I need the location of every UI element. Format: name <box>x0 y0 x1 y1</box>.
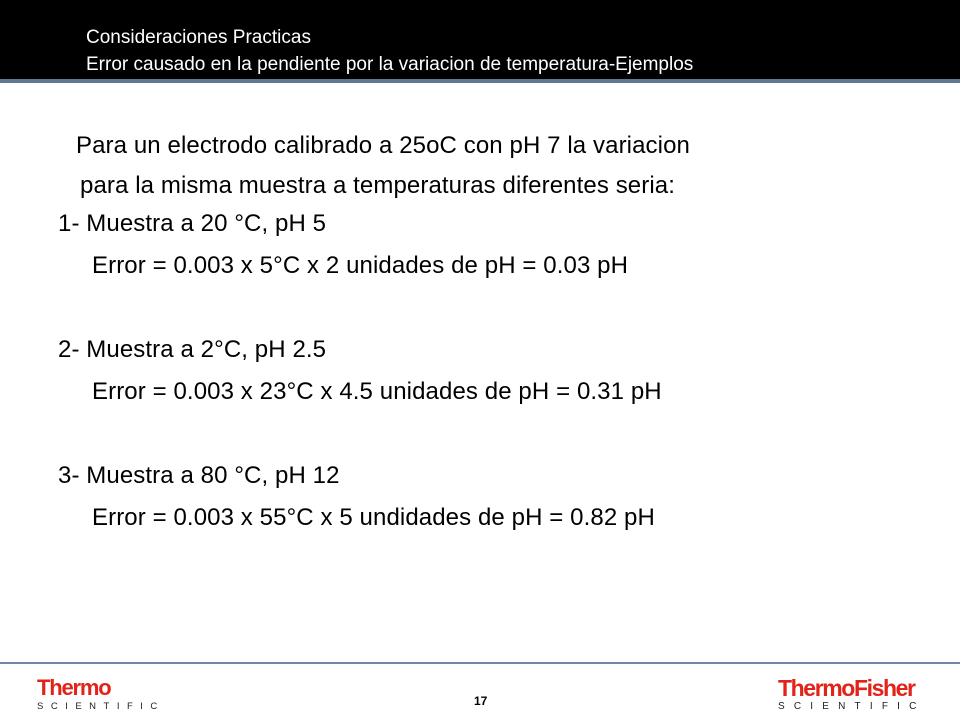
page-number: 17 <box>474 694 488 708</box>
slide-subtitle: Error causado en la pendiente por la variacion de temperatura-Ejemplos <box>86 54 694 75</box>
intro-line-1: Para un electrodo calibrado a 25oC con pH 7 la variacion <box>76 132 690 159</box>
slide-title: Consideraciones Practicas <box>86 27 311 48</box>
thermo-scientific-logo <box>37 676 165 713</box>
example-2-error: Error = 0.003 x 23°C x 4.5 unidades de pH = 0.31 pH <box>92 378 662 405</box>
example-1-error: Error = 0.003 x 5°C x 2 unidades de pH = 0.03 pH <box>92 252 629 279</box>
example-3-error: Error = 0.003 x 55°C x 5 undidades de pH = 0.82 pH <box>92 504 655 531</box>
footer-divider <box>0 662 960 664</box>
thermofisher-scientific-logo <box>778 676 926 713</box>
logo-right-word: ThermoFisher <box>778 675 915 701</box>
example-2-label: 2- Muestra a 2°C, pH 2.5 <box>58 336 327 363</box>
example-1-label: 1- Muestra a 20 °C, pH 5 <box>58 210 327 237</box>
logo-right-sub: SCIENTIFIC <box>778 701 926 712</box>
logo-left-sub: SCIENTIFIC <box>37 701 165 712</box>
header-divider <box>0 79 960 83</box>
example-3-label: 3- Muestra a 80 °C, pH 12 <box>58 462 340 489</box>
slide-header <box>0 0 960 79</box>
logo-left-word: Thermo <box>37 675 111 700</box>
intro-line-2: para la misma muestra a temperaturas diferentes seria: <box>80 172 675 199</box>
